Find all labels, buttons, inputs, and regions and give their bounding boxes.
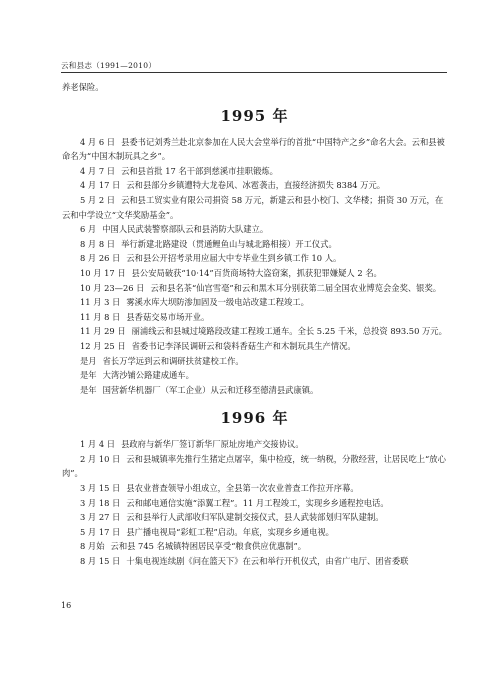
entry-date: 8 月始 (80, 541, 105, 552)
entry-date: 1 月 4 日 (80, 439, 116, 450)
chronicle-entry (62, 237, 447, 252)
chronicle-entry (62, 452, 447, 481)
entry-date: 10 月 17 日 (80, 267, 126, 278)
chronicle-entry (62, 368, 447, 383)
chronicle-entry (62, 383, 447, 398)
entry-date: 6 月 (80, 224, 97, 235)
chronicle-entry (62, 437, 447, 452)
year-heading: 1995 年 (220, 106, 289, 125)
entry-date: 3 月 15 日 (80, 483, 121, 494)
entry-text: 举行新建北路建设（贯通鲤鱼山与城北路相接）开工仪式。 (121, 238, 337, 249)
chronicle-entry (62, 539, 447, 554)
entry-date: 11 月 3 日 (80, 297, 121, 308)
chronicle-entry (62, 295, 447, 310)
year-heading: 1996 年 (220, 409, 289, 428)
page-body (62, 80, 447, 569)
entry-text: 县香菇交易市场开业。 (126, 311, 210, 322)
chronicle-entry (62, 178, 447, 193)
entry-text: 云和邮电通信实施“添翼工程”。11 月工程竣工，实现乡乡通程控电话。 (126, 497, 389, 508)
header-rule (61, 72, 447, 73)
entry-text: 县广播电视局“彩虹工程”启动。年底，实现乡乡通电视。 (126, 526, 334, 537)
entry-text: 云和县首批 17 名干部到慈溪市挂职锻炼。 (121, 165, 278, 176)
chronicle-entry (62, 222, 447, 237)
entry-text: 省委书记李泽民调研云和袋料香菇生产和木制玩具生产情况。 (131, 340, 356, 351)
page-number: 16 (61, 601, 72, 610)
running-header: 云和县志（1991—2010） (61, 61, 157, 70)
entry-date: 11 月 29 日 (80, 326, 126, 337)
entry-text: 国营新华机器厂（军工企业）从云和迁移至德清县武康镇。 (102, 384, 319, 395)
chronicle-entry (62, 481, 447, 496)
chronicle-entry (62, 496, 447, 511)
chronicle-entry (62, 251, 447, 266)
entry-date: 10 月 23—26 日 (80, 282, 145, 293)
entry-text: 大湾沙铺公路建成通车。 (102, 370, 194, 381)
entry-text: 县公安局破获“10·14”百货商场特大盗窃案，抓获犯罪嫌疑人 2 名。 (131, 267, 382, 278)
entry-date: 4 月 7 日 (80, 165, 116, 176)
entry-text: 雾溪水库大坝防渗加固及一级电站改建工程竣工。 (126, 297, 309, 308)
entry-text: 省长万学远到云和调研扶贫建校工作。 (102, 355, 244, 366)
entry-text: 县农业普查领导小组成立，全县第一次农业普查工作拉开序幕。 (126, 483, 359, 494)
entry-text: 云和县举行人武部收归军队建制交接仪式，县人武装部划归军队建制。 (126, 512, 384, 523)
chronicle-entry (62, 164, 447, 179)
entry-text: 县政府与新华厂签订新华厂原址房地产交接协议。 (121, 439, 304, 450)
entry-date: 12 月 25 日 (80, 340, 126, 351)
entry-date: 5 月 17 日 (80, 526, 121, 537)
entry-text: 云和县城镇率先推行生猪定点屠宰，集中检疫，统一纳税，分散经营，让居民吃上“放心肉”。 (62, 453, 446, 479)
entry-text: 云和县部分乡镇遭特大龙卷风、冰雹袭击，直接经济损失 8384 万元。 (126, 180, 386, 191)
entry-date: 8 月 8 日 (80, 238, 116, 249)
entry-text: 丽浦线云和县城过境路段改建工程竣工通车。全长 5.25 千米，总投资 893.50 万元。 (131, 326, 447, 337)
entry-text: 云和县 745 名城镇特困居民享受“粮食供应优惠制”。 (110, 541, 307, 552)
chronicle-entry (62, 339, 447, 354)
entry-date: 3 月 27 日 (80, 512, 121, 523)
chronicle-entry (62, 554, 447, 569)
entry-date: 8 月 26 日 (80, 253, 121, 264)
chronicle-entry (62, 310, 447, 325)
chronicle-entry (62, 281, 447, 296)
entry-date: 4 月 6 日 (80, 136, 116, 147)
entry-date: 是月 (80, 355, 97, 366)
chronicle-entry (62, 354, 447, 369)
chronicle-entry (62, 193, 447, 222)
entry-date: 3 月 18 日 (80, 497, 121, 508)
entry-date: 是年 (80, 370, 97, 381)
chronicle-entry (62, 525, 447, 540)
entry-text: 云和县工贸实业有限公司捐资 58 万元，新建云和县小校门、文华楼；捐资 30 万元，在云和中学设立“文华奖励基金”。 (62, 194, 444, 220)
entry-date: 11 月 8 日 (80, 311, 121, 322)
entry-date: 8 月 15 日 (80, 556, 121, 567)
entry-date: 4 月 17 日 (80, 180, 121, 191)
entry-date: 5 月 2 日 (80, 194, 116, 205)
entry-text: 云和县公开招考录用应届大中专毕业生到乡镇工作 10 人。 (126, 253, 342, 264)
chronicle-entry (62, 135, 447, 164)
entry-text: 中国人民武装警察部队云和县消防大队建立。 (102, 224, 269, 235)
chronicle-entry (62, 510, 447, 525)
entry-text: 十集电视连续剧《问在篮天下》在云和举行开机仪式，由省广电厅、团省委联 (126, 556, 409, 567)
entry-text: 云和县名茶“仙宫雪毫”和云和黑木耳分别获第二届全国农业博览会金奖、银奖。 (150, 282, 442, 293)
chronicle-entry (62, 324, 447, 339)
intro-line: 养老保险。 (62, 82, 104, 92)
chronicle-entry (62, 266, 447, 281)
entry-date: 是年 (80, 384, 97, 395)
entry-date: 2 月 10 日 (80, 453, 121, 464)
entry-text: 县委书记刘秀兰赴北京参加在人民大会堂举行的首批“中国特产之乡”命名大会。云和县被命名为“中国木制玩具之乡”。 (62, 136, 445, 162)
